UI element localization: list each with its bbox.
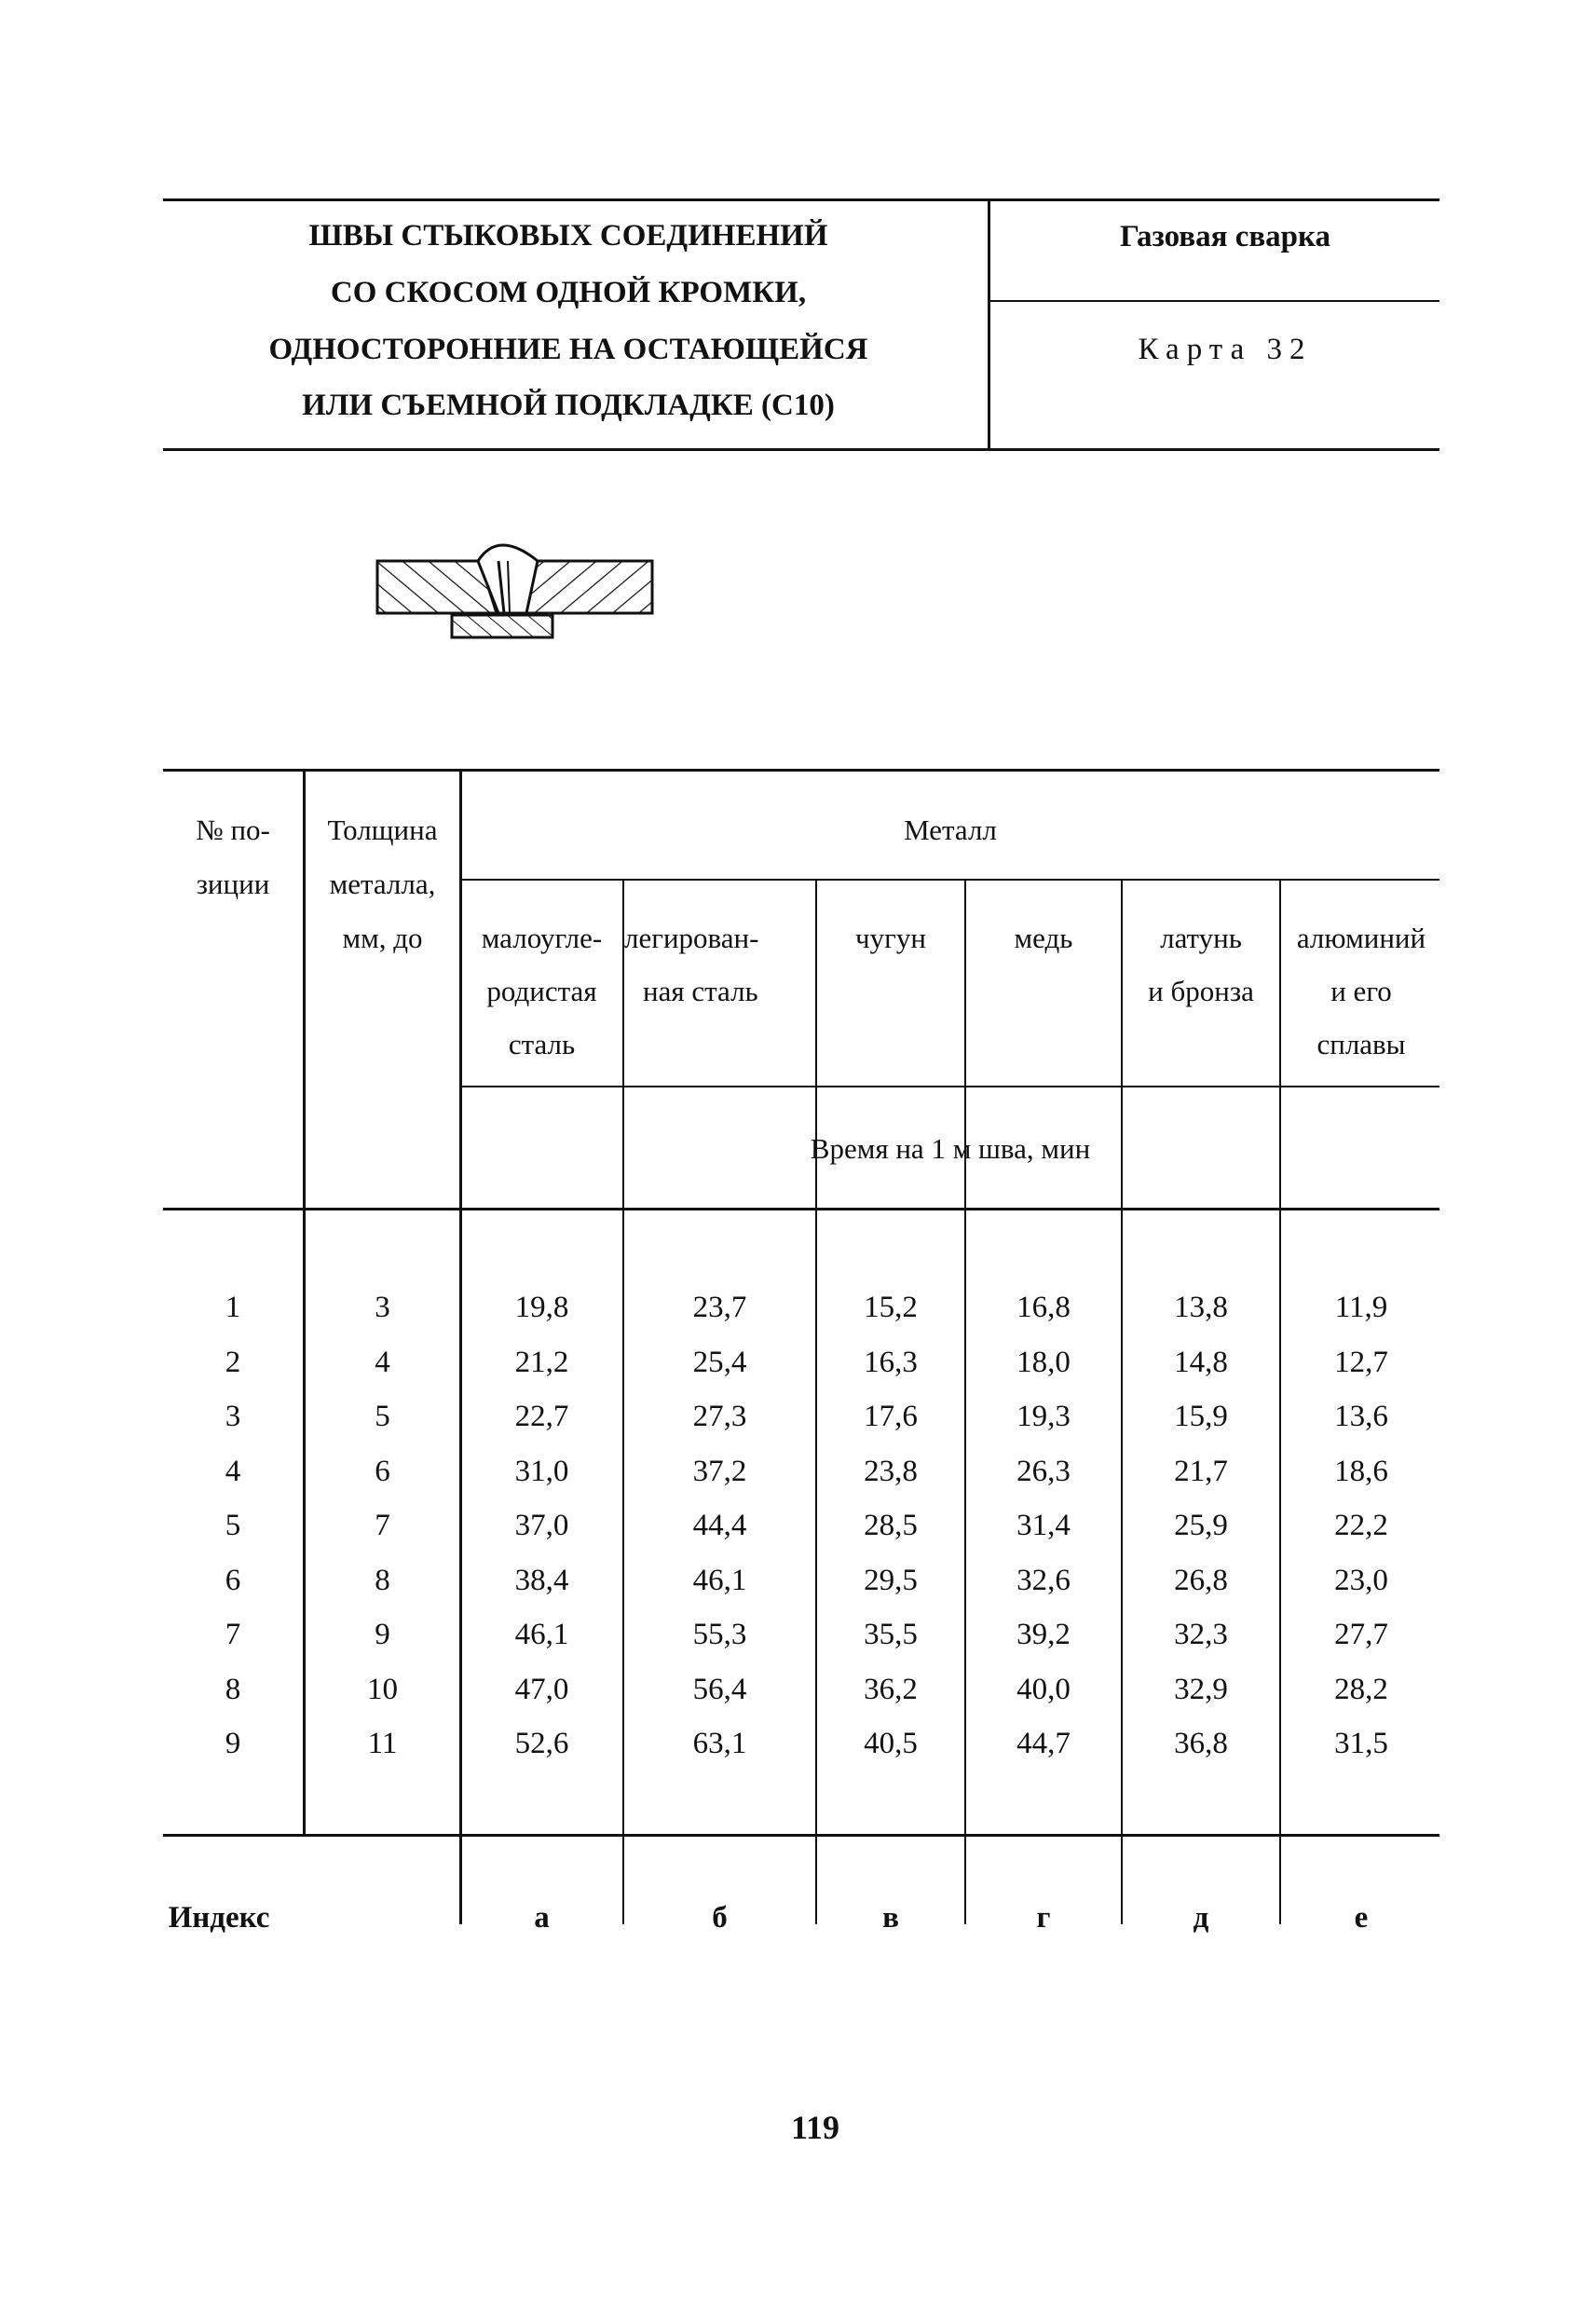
metal-header-e-1: латунь xyxy=(1160,922,1242,954)
metal-header-f-1: алюминий xyxy=(1296,922,1426,954)
cell-time: 18,6 xyxy=(1334,1455,1388,1488)
cell-time: 22,7 xyxy=(514,1400,569,1433)
subheader-rule xyxy=(461,1086,1439,1087)
cell-time: 35,5 xyxy=(864,1618,918,1651)
metal-header-a-3: сталь xyxy=(508,1028,576,1060)
cell-thickness: 5 xyxy=(375,1400,390,1433)
cell-thickness: 8 xyxy=(375,1564,390,1597)
cell-position: 1 xyxy=(225,1291,241,1324)
cell-time: 15,2 xyxy=(864,1291,918,1324)
cell-time: 37,0 xyxy=(514,1509,569,1542)
cell-time: 18,0 xyxy=(1016,1346,1071,1379)
cell-time: 14,8 xyxy=(1174,1346,1228,1379)
title-line-2: СО СКОСОМ ОДНОЙ КРОМКИ, xyxy=(330,276,807,309)
cell-time: 22,2 xyxy=(1334,1509,1388,1542)
cell-thickness: 3 xyxy=(375,1291,390,1324)
cell-time: 17,6 xyxy=(864,1400,918,1433)
cell-time: 26,3 xyxy=(1016,1455,1071,1488)
table-top-rule xyxy=(163,769,1439,772)
card-number: Карта 32 xyxy=(1138,333,1313,366)
cell-time: 31,4 xyxy=(1016,1509,1071,1542)
index-a: а xyxy=(534,1901,550,1935)
cell-time: 16,8 xyxy=(1016,1291,1071,1324)
index-label: Индекс xyxy=(168,1901,270,1935)
index-b: б xyxy=(712,1901,728,1935)
cell-time: 32,6 xyxy=(1016,1564,1071,1597)
header-top-rule xyxy=(163,198,1439,201)
page-number: 119 xyxy=(790,2109,839,2146)
index-e: д xyxy=(1193,1901,1209,1935)
cell-time: 13,6 xyxy=(1334,1400,1388,1433)
header-right-rule xyxy=(988,300,1439,302)
cell-time: 31,5 xyxy=(1334,1727,1388,1760)
left-plate xyxy=(377,561,497,613)
metal-header-a-1: малоугле- xyxy=(481,922,603,954)
cell-time: 12,7 xyxy=(1334,1346,1388,1379)
col-thickness-header-2: металла, xyxy=(329,868,436,900)
backing-strip xyxy=(452,615,552,637)
metal-header-b-1: легирован- xyxy=(624,922,759,954)
title-line-4: ИЛИ СЪЕМНОЙ ПОДКЛАДКЕ (С10) xyxy=(302,389,835,422)
index-d: г xyxy=(1036,1901,1051,1935)
weld-diagram xyxy=(368,533,666,645)
metal-group-header: Металл xyxy=(904,814,997,846)
header-bottom-rule xyxy=(163,448,1439,451)
metal-header-f-3: сплавы xyxy=(1316,1028,1406,1060)
cell-position: 5 xyxy=(225,1509,241,1542)
metal-header-e-2: и бронза xyxy=(1148,975,1254,1007)
cell-time: 25,9 xyxy=(1174,1509,1228,1542)
cell-time: 47,0 xyxy=(514,1673,569,1706)
index-c: в xyxy=(882,1901,899,1935)
col-position-header-2: зиции xyxy=(196,868,270,900)
cell-position: 6 xyxy=(225,1564,241,1597)
cell-time: 21,7 xyxy=(1174,1455,1228,1488)
cell-time: 25,4 xyxy=(692,1346,747,1379)
cell-time: 44,4 xyxy=(692,1509,747,1542)
cell-time: 31,0 xyxy=(514,1455,569,1488)
cell-position: 2 xyxy=(225,1346,241,1379)
cell-thickness: 6 xyxy=(375,1455,390,1488)
cell-time: 28,5 xyxy=(864,1509,918,1542)
metal-header-a-2: родистая xyxy=(486,975,597,1007)
cell-time: 11,9 xyxy=(1334,1291,1388,1324)
cell-thickness: 11 xyxy=(367,1727,398,1760)
cell-position: 8 xyxy=(225,1673,241,1706)
cell-position: 4 xyxy=(225,1455,241,1488)
metal-header-c: чугун xyxy=(855,922,926,954)
metal-header-rule xyxy=(461,879,1439,881)
col-position-header-1: № по- xyxy=(196,814,270,846)
cell-thickness: 4 xyxy=(375,1346,390,1379)
cell-time: 32,3 xyxy=(1174,1618,1228,1651)
cell-time: 63,1 xyxy=(692,1727,747,1760)
metal-header-f-2: и его xyxy=(1330,975,1392,1007)
cell-time: 55,3 xyxy=(692,1618,747,1651)
header-bottom-table-rule xyxy=(163,1208,1439,1210)
cell-position: 9 xyxy=(225,1727,241,1760)
cell-time: 13,8 xyxy=(1174,1291,1228,1324)
cell-time: 23,7 xyxy=(692,1291,747,1324)
cell-time: 21,2 xyxy=(514,1346,569,1379)
cell-time: 32,9 xyxy=(1174,1673,1228,1706)
cell-time: 38,4 xyxy=(514,1564,569,1597)
cell-time: 40,5 xyxy=(864,1727,918,1760)
cell-time: 19,3 xyxy=(1016,1400,1071,1433)
cell-time: 40,0 xyxy=(1016,1673,1071,1706)
index-f: е xyxy=(1354,1901,1369,1935)
right-plate xyxy=(525,561,652,613)
cell-time: 36,2 xyxy=(864,1673,918,1706)
butt-weld-single-bevel-backing-strip-icon xyxy=(368,533,666,645)
cell-thickness: 9 xyxy=(375,1618,390,1651)
cell-time: 39,2 xyxy=(1016,1618,1071,1651)
cell-time: 44,7 xyxy=(1016,1727,1071,1760)
time-subheader: Время на 1 м шва, мин xyxy=(810,1132,1091,1165)
cell-time: 37,2 xyxy=(692,1455,747,1488)
cell-time: 52,6 xyxy=(514,1727,569,1760)
header-divider xyxy=(988,198,990,450)
cell-time: 19,8 xyxy=(514,1291,569,1324)
cell-time: 29,5 xyxy=(864,1564,918,1597)
cell-time: 15,9 xyxy=(1174,1400,1228,1433)
metal-header-d: медь xyxy=(1014,922,1073,954)
welding-method: Газовая сварка xyxy=(1119,220,1331,253)
cell-time: 46,1 xyxy=(692,1564,747,1597)
cell-time: 23,0 xyxy=(1334,1564,1388,1597)
cell-time: 26,8 xyxy=(1174,1564,1228,1597)
cell-time: 23,8 xyxy=(864,1455,918,1488)
cell-thickness: 7 xyxy=(375,1509,390,1542)
cell-time: 36,8 xyxy=(1174,1727,1228,1760)
table-body-bottom-rule xyxy=(163,1834,1439,1837)
col-thickness-header-3: мм, до xyxy=(342,922,423,954)
col-thickness-header-1: Толщина xyxy=(327,814,438,846)
cell-thickness: 10 xyxy=(367,1673,398,1706)
title-line-1: ШВЫ СТЫКОВЫХ СОЕДИНЕНИЙ xyxy=(308,219,828,253)
cell-time: 46,1 xyxy=(514,1618,569,1651)
cell-position: 3 xyxy=(225,1400,241,1433)
cell-time: 16,3 xyxy=(864,1346,918,1379)
cell-time: 56,4 xyxy=(692,1673,747,1706)
cell-position: 7 xyxy=(225,1618,241,1651)
cell-time: 27,3 xyxy=(692,1400,747,1433)
cell-time: 27,7 xyxy=(1334,1618,1388,1651)
title-line-3: ОДНОСТОРОННИЕ НА ОСТАЮЩЕЙСЯ xyxy=(268,333,868,366)
metal-header-b-2: ная сталь xyxy=(643,975,758,1007)
cell-time: 28,2 xyxy=(1334,1673,1388,1706)
